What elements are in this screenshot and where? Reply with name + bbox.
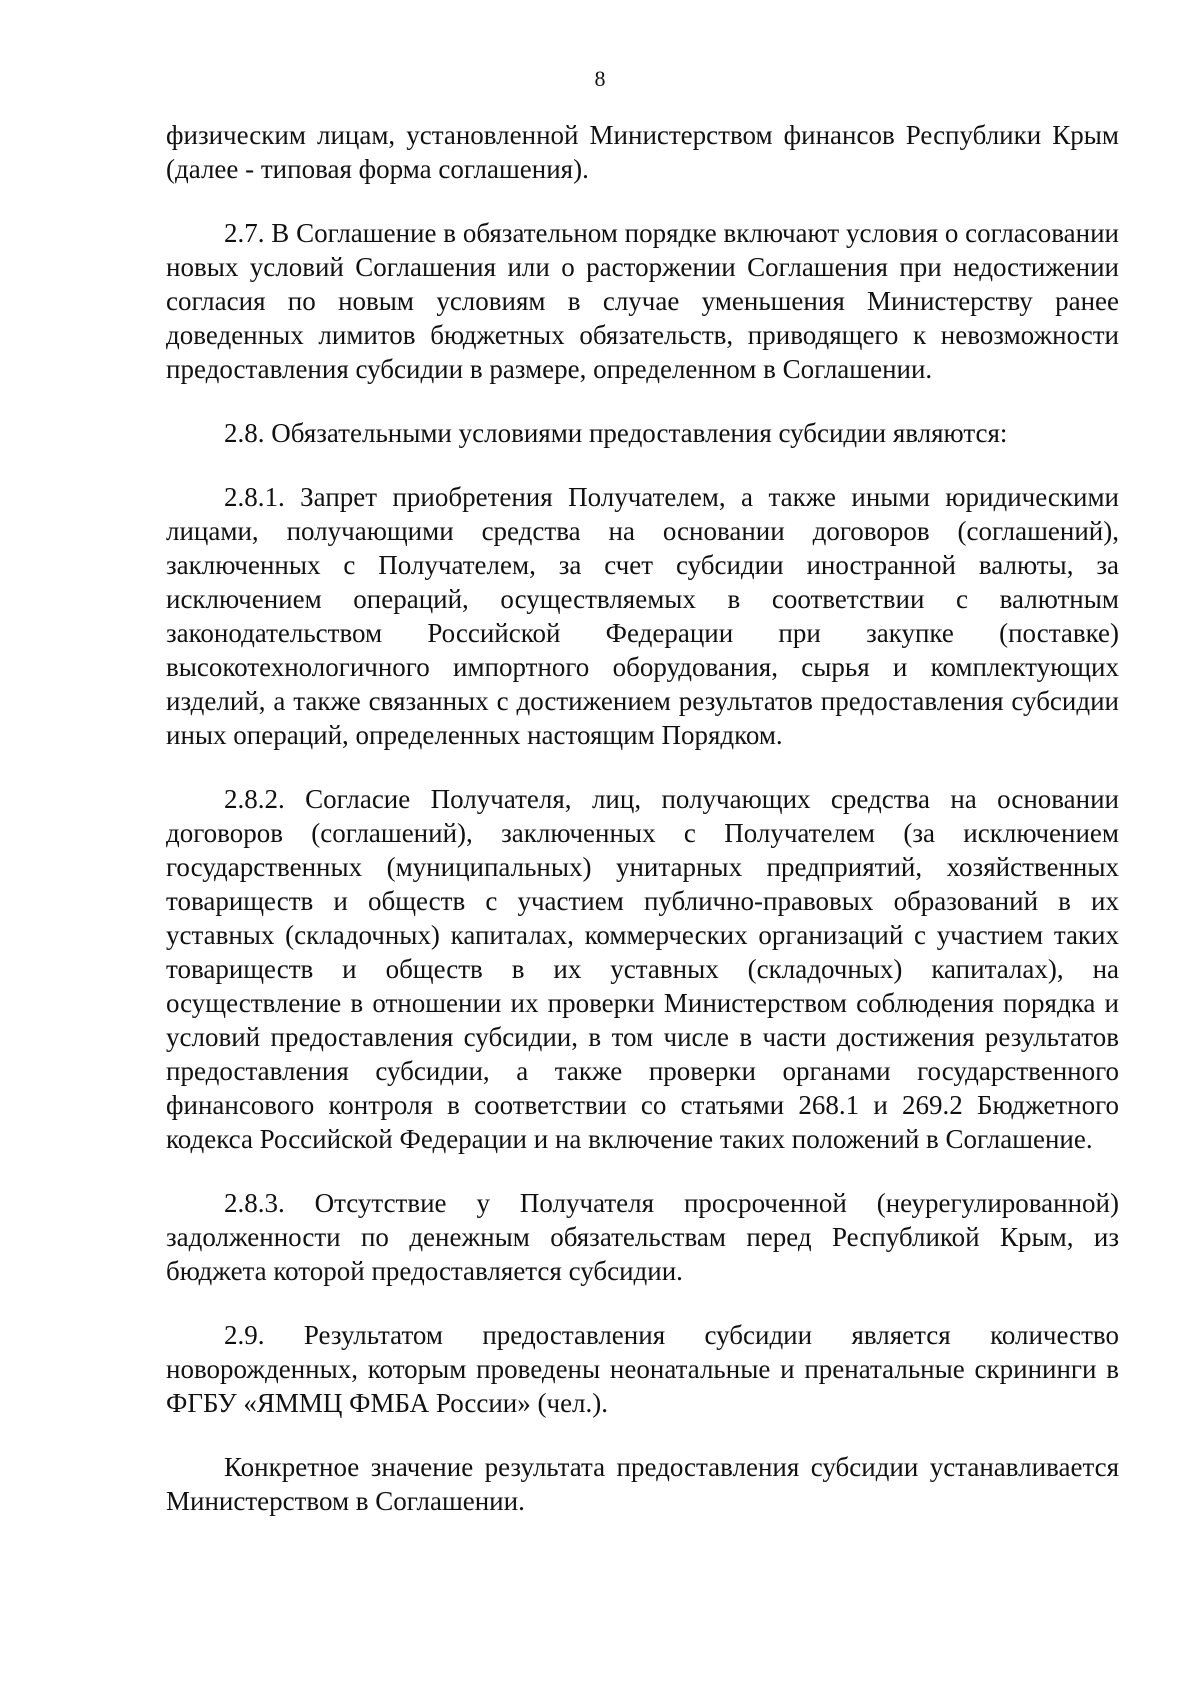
paragraph-2-9: 2.9. Результатом предоставления субсидии является количество новорожденных, которым проведены неонатальные и пренатальные скрининги в ФГБУ «ЯММЦ ФМБА России» (чел.).	[166, 1320, 1119, 1418]
paragraph-2-8-1: 2.8.1. Запрет приобретения Получателем, а также иными юридическими лицами, получающими средства на основании договоров (соглашений), заключенных с Получателем, за счет субсидии иностранной валюты, за исключением операций, осуществляемых в соответствии с валютным законодательством Российской Федерации при закупке (поставке) высокотехнологичного импортного оборудования, сырья и комплектующих изделий, а также связанных с достижением результатов предоставления субсидии иных операций, определенных настоящим Порядком.	[166, 482, 1119, 750]
paragraph-2-7: 2.7. В Соглашение в обязательном порядке включают условия о согласовании новых условий Соглашения или о расторжении Соглашения при недостижении согласия по новым условиям в случае уменьшения Министерству ранее доведенных лимитов бюджетных обязательств, приводящего к невозможности предоставления субсидии в размере, определенном в Соглашении.	[166, 218, 1119, 384]
page-number: 8	[594, 66, 606, 91]
paragraph-2-8: 2.8. Обязательными условиями предоставления субсидии являются:	[224, 418, 1008, 448]
paragraph-continuation: физическим лицам, установленной Министерством финансов Республики Крым (далее - типовая форма соглашения).	[166, 120, 1119, 184]
paragraph-final: Конкретное значение результата предоставления субсидии устанавливается Министерством в Соглашении.	[166, 1452, 1119, 1516]
paragraph-2-8-2: 2.8.2. Согласие Получателя, лиц, получающих средства на основании договоров (соглашений), заключенных с Получателем (за исключением государственных (муниципальных) унитарных предприятий, хозяйственных товариществ и обществ с участием публично-правовых образований в их уставных (складочных) капиталах, коммерческих организаций с участием таких товариществ и обществ в их уставных (складочных) капиталах), на осуществление в отношении их проверки Министерством соблюдения порядка и условий предоставления субсидии, в том числе в части достижения результатов предоставления субсидии, а также проверки органами государственного финансового контроля в соответствии со статьями 268.1 и 269.2 Бюджетного кодекса Российской Федерации и на включение таких положений в Соглашение.	[166, 784, 1119, 1154]
document-body	[166, 118, 1119, 1518]
paragraph-2-8-3: 2.8.3. Отсутствие у Получателя просроченной (неурегулированной) задолженности по денежным обязательствам перед Республикой Крым, из бюджета которой предоставляется субсидии.	[166, 1188, 1119, 1286]
